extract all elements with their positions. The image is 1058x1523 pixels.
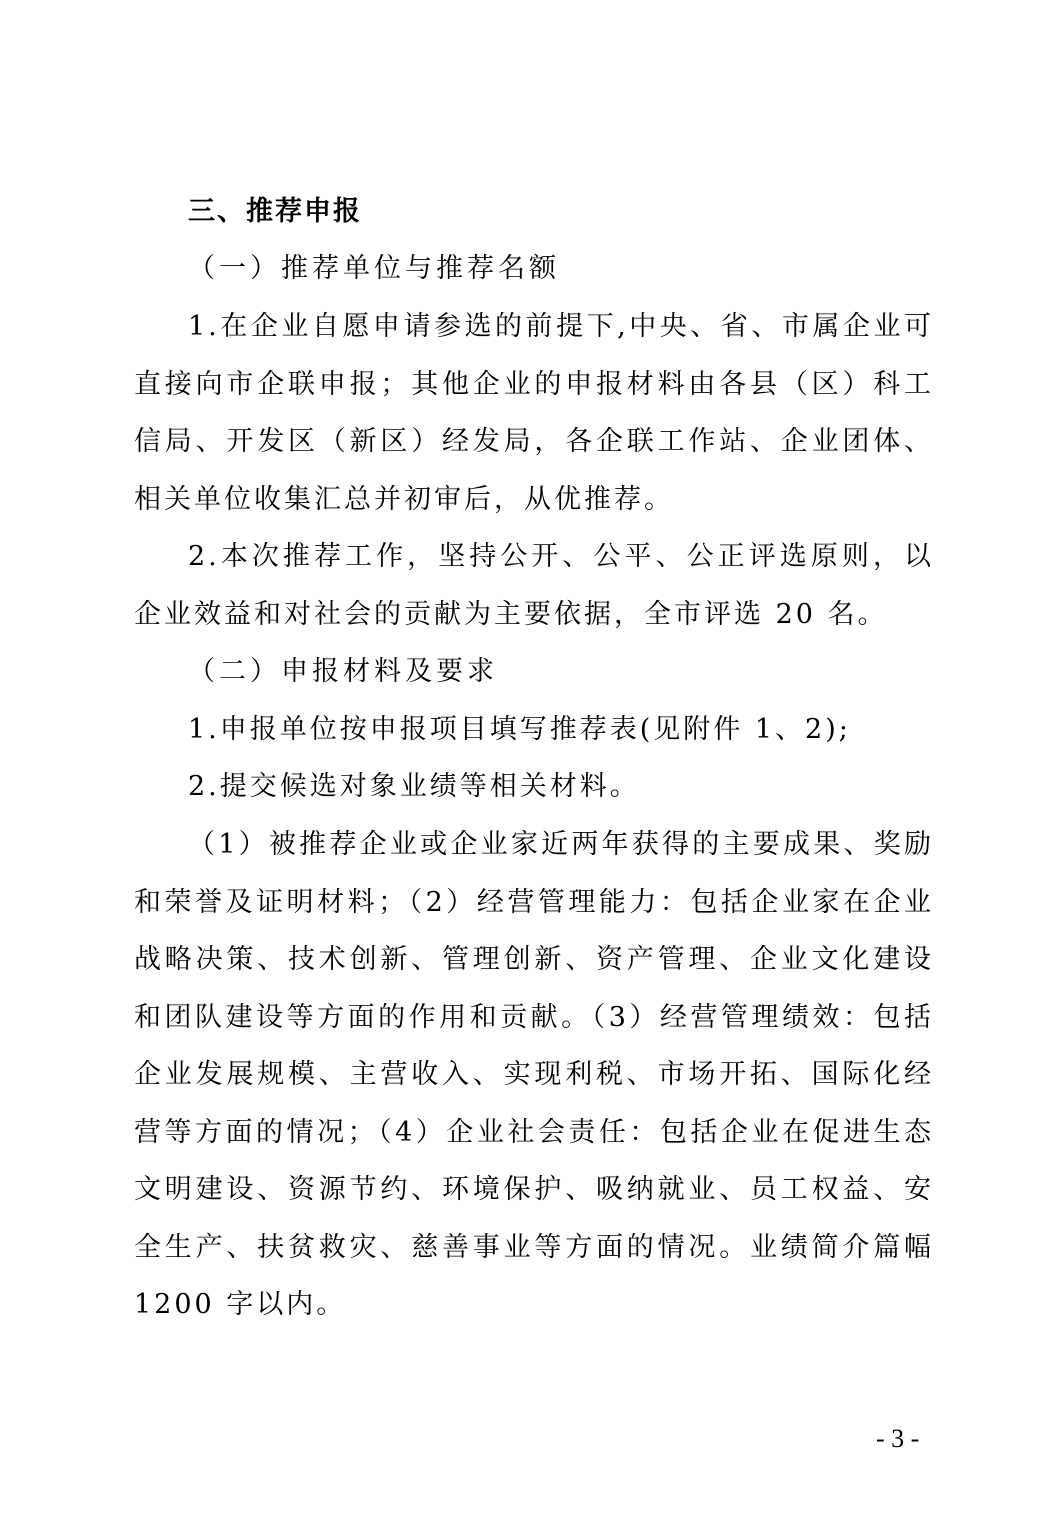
paragraph-1-1: 1.在企业自愿申请参选的前提下,中央、省、市属企业可直接向市企联申报；其他企业的申报材料由各县（区）科工信局、开发区（新区）经发局，各企联工作站、企业团体、相关单位收集汇总并初审后，从优推荐。 [134, 311, 934, 515]
subsection-title-1: （一）推荐单位与推荐名额 [188, 253, 560, 284]
subsection-title-2: （二）申报材料及要求 [188, 656, 498, 687]
paragraph-2-3: （1）被推荐企业或企业家近两年获得的主要成果、奖励和荣誉及证明材料；（2）经营管理能力：包括企业家在企业战略决策、技术创新、管理创新、资产管理、企业文化建设和团队建设等方面的作用和贡献。（3）经营管理绩效：包括企业发展规模、主营收入、实现利税、市场开拓、国际化经营等方面的情况；（4）企业社会责任：包括企业在促进生态文明建设、资源节约、环境保护、吸纳就业、员工权益、安全生产、扶贫救灾、慈善事业等方面的情况。业绩简介篇幅 1200 字以内。 [134, 829, 934, 1320]
page-number: - 3 - [876, 1424, 920, 1453]
paragraph-2-2: 2.提交候选对象业绩等相关材料。 [188, 771, 640, 802]
paragraph-1-2: 2.本次推荐工作，坚持公开、公平、公正评选原则，以企业效益和对社会的贡献为主要依据，全市评选 20 名。 [134, 541, 934, 630]
section-heading: 三、推荐申报 [188, 196, 362, 227]
paragraph-2-1: 1.申报单位按申报项目填写推荐表(见附件 1、2); [188, 714, 851, 745]
